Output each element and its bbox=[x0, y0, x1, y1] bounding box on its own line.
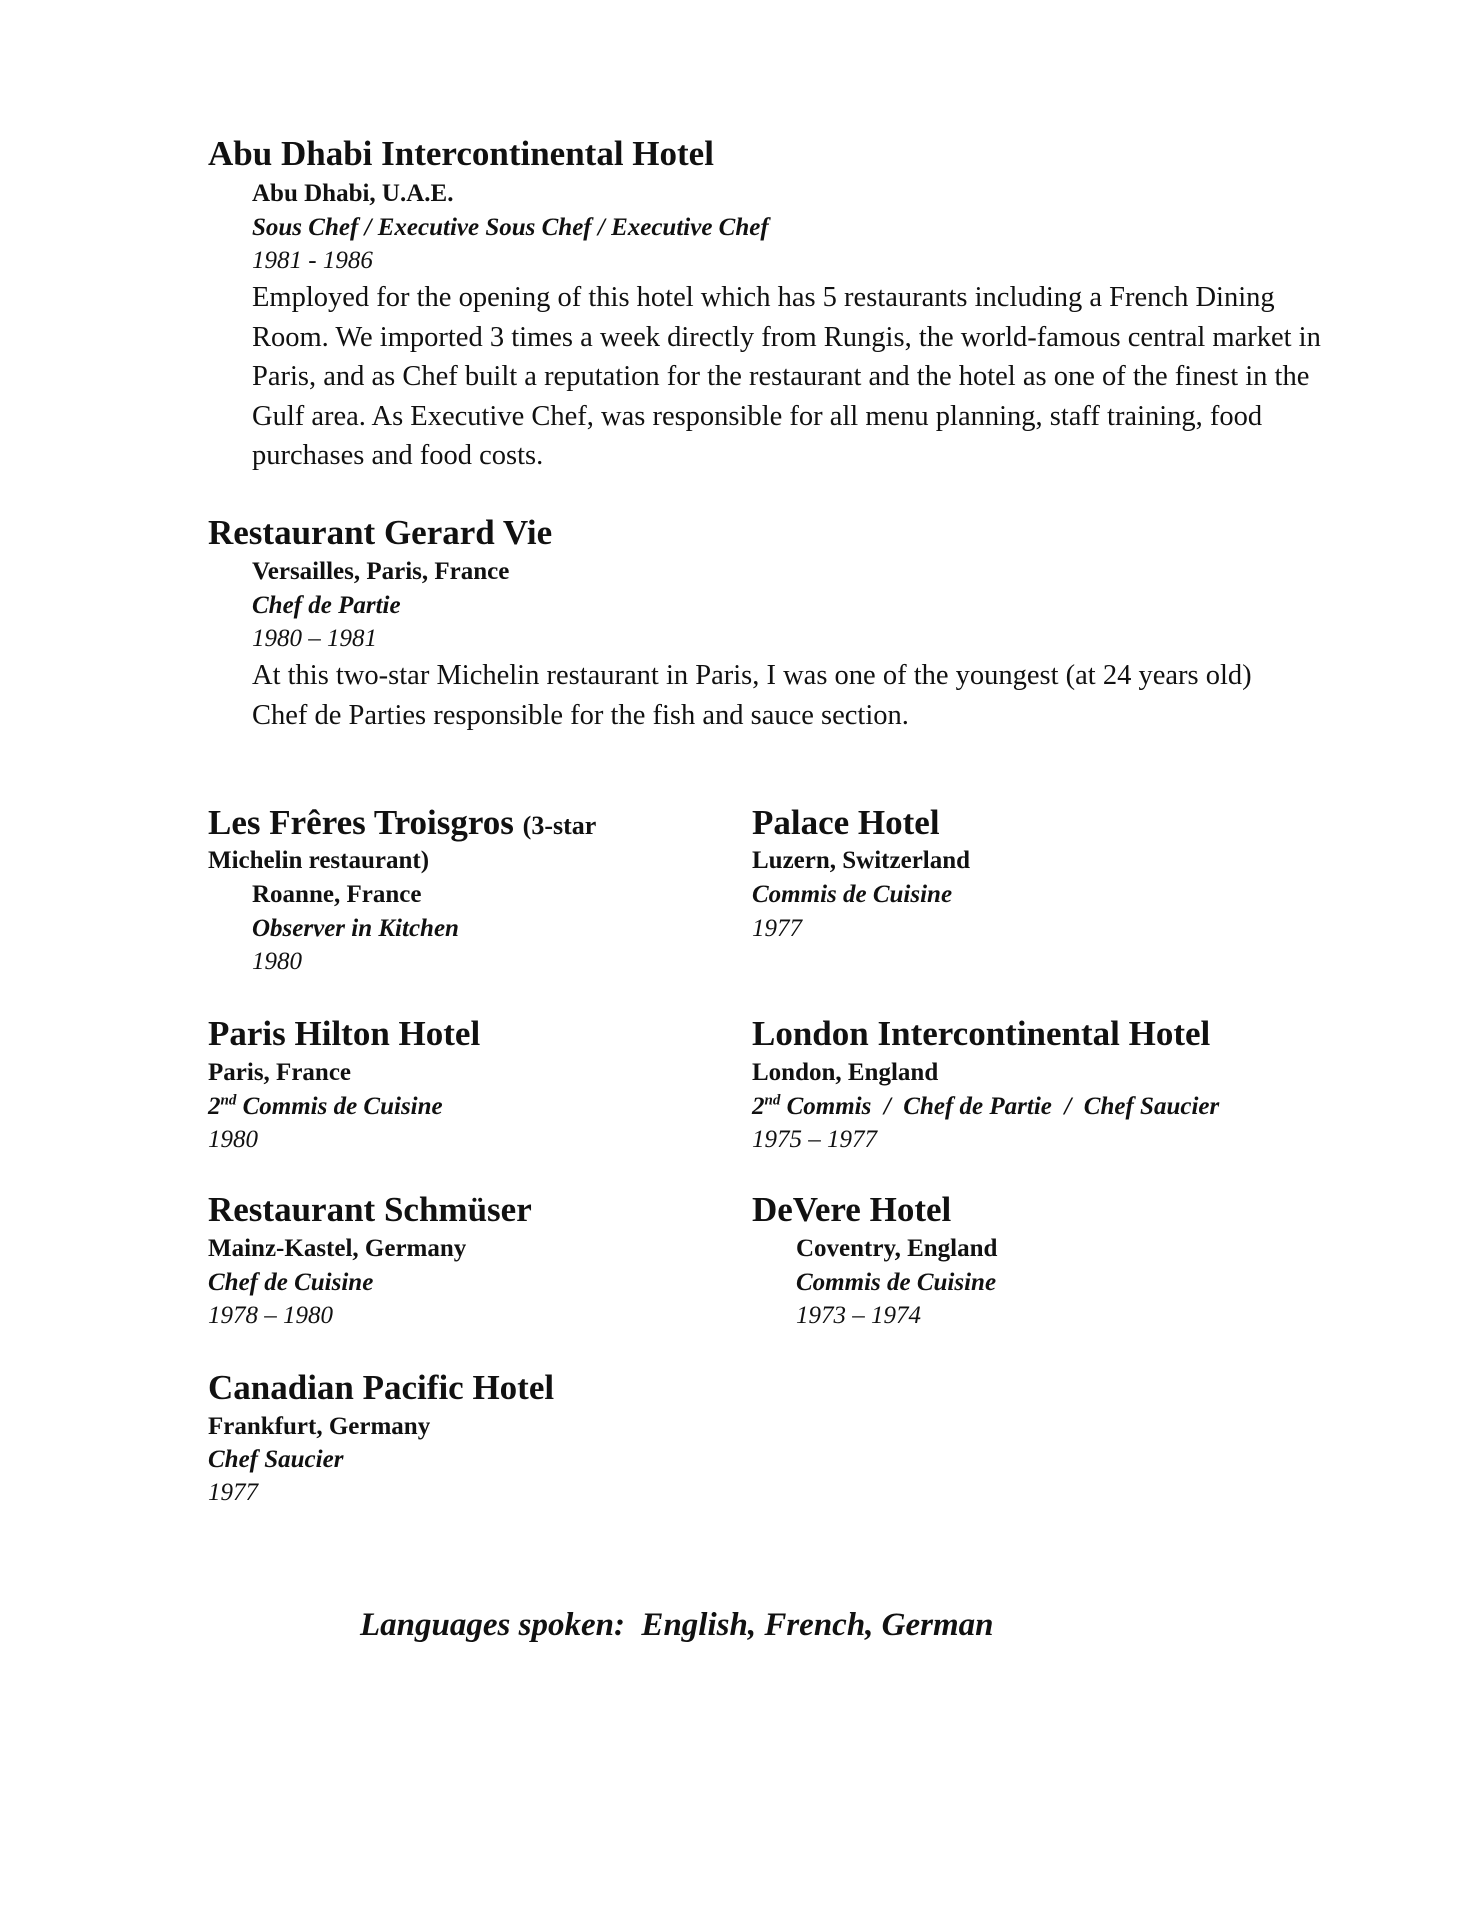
job-description: At this two-star Michelin restaurant in Paris, I was one of the youngest (at 24 years old) Chef de Parties responsible for the fish and sauce section. bbox=[252, 660, 1252, 731]
employer-name: Abu Dhabi Intercontinental Hotel bbox=[208, 134, 714, 173]
job-years: 1978 – 1980 bbox=[208, 1302, 333, 1329]
job-years: 1981 - 1986 bbox=[252, 247, 373, 274]
employer-location: Luzern, Switzerland bbox=[752, 847, 971, 874]
job-years: 1977 bbox=[752, 915, 802, 942]
job-title bbox=[752, 1090, 1219, 1124]
employer-name: Restaurant Gerard Vie bbox=[208, 513, 553, 552]
job-title-text: Commis / Chef de Partie / Chef Saucier bbox=[780, 1093, 1220, 1120]
job-years: 1975 – 1977 bbox=[752, 1126, 877, 1153]
job-title: Sous Chef / Executive Sous Chef / Executive Chef bbox=[252, 214, 769, 241]
employer-name: London Intercontinental Hotel bbox=[752, 1014, 1211, 1053]
job-years: 1977 bbox=[208, 1479, 258, 1506]
employer-name: Palace Hotel bbox=[752, 803, 940, 842]
employer-location: Mainz-Kastel, Germany bbox=[208, 1235, 467, 1262]
employer-name bbox=[208, 803, 596, 846]
job-years: 1973 – 1974 bbox=[796, 1302, 921, 1329]
job-title: Commis de Cuisine bbox=[796, 1269, 997, 1296]
job-years: 1980 – 1981 bbox=[252, 625, 377, 652]
job-title bbox=[208, 1090, 443, 1124]
job-title: Chef de Partie bbox=[252, 592, 401, 619]
employer-location: Coventry, England bbox=[796, 1235, 998, 1262]
employer-name: Canadian Pacific Hotel bbox=[208, 1368, 555, 1407]
employer-location: Paris, France bbox=[208, 1059, 352, 1086]
job-title: Observer in Kitchen bbox=[252, 915, 459, 942]
job-title: Commis de Cuisine bbox=[752, 881, 953, 908]
employer-name: Paris Hilton Hotel bbox=[208, 1014, 481, 1053]
employer-location: London, England bbox=[752, 1059, 939, 1086]
ordinal-number: 2 bbox=[208, 1093, 221, 1120]
employer-location: Frankfurt, Germany bbox=[208, 1413, 431, 1440]
employer-note: (3-star bbox=[522, 811, 597, 840]
job-title-text: Commis de Cuisine bbox=[236, 1093, 443, 1120]
employer-note-continued: Michelin restaurant) bbox=[208, 847, 430, 874]
job-years: 1980 bbox=[252, 948, 302, 975]
job-title: Chef Saucier bbox=[208, 1446, 344, 1473]
employer-name: DeVere Hotel bbox=[752, 1190, 952, 1229]
languages-spoken: Languages spoken: English, French, German bbox=[360, 1607, 994, 1643]
ordinal-suffix: nd bbox=[764, 1092, 781, 1109]
employer-location: Versailles, Paris, France bbox=[252, 558, 510, 585]
job-years: 1980 bbox=[208, 1126, 258, 1153]
employer-location: Roanne, France bbox=[252, 881, 422, 908]
ordinal-suffix: nd bbox=[220, 1092, 237, 1109]
job-title: Chef de Cuisine bbox=[208, 1269, 374, 1296]
employer-name-text: Les Frêres Troisgros bbox=[208, 803, 514, 842]
ordinal-number: 2 bbox=[752, 1093, 765, 1120]
employer-location: Abu Dhabi, U.A.E. bbox=[252, 180, 454, 207]
job-description: Employed for the opening of this hotel which has 5 restaurants including a French Dining Room. We imported 3 times a week directly from Rungis, the world-famous central market in Paris, and as Chef built a reputation for the restaurant and the hotel as one of the finest in the Gulf area. As Executive Chef, was responsible for all menu planning, staff training, food purchases and food costs. bbox=[252, 282, 1321, 471]
employer-name: Restaurant Schmüser bbox=[208, 1190, 532, 1229]
